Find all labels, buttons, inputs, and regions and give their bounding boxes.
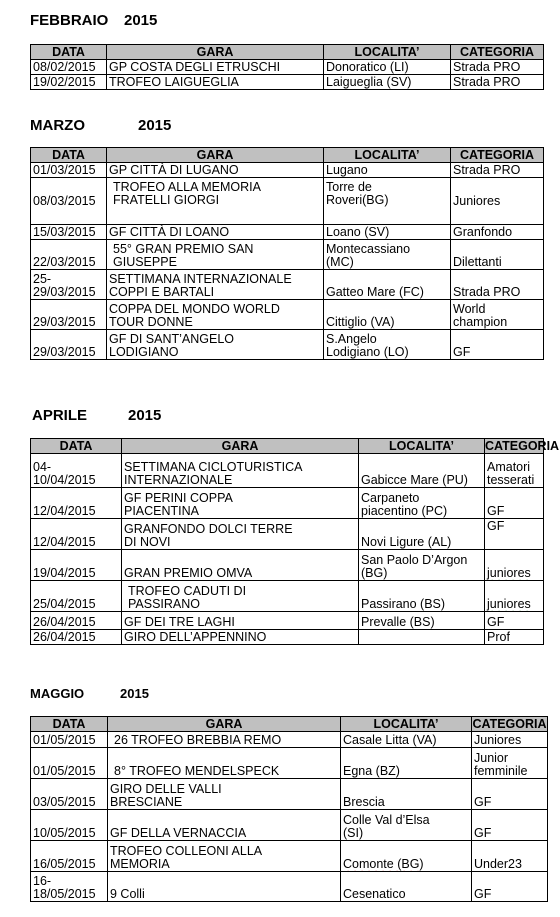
- cell-location: Prevalle (BS): [359, 612, 485, 630]
- cell-category: GF: [472, 810, 548, 841]
- cell-race-text: TROFEO ALLA MEMORIA FRATELLI GIORGI: [113, 180, 261, 207]
- cell-race: 26 TROFEO BREBBIA REMO: [108, 732, 341, 748]
- header-row: [31, 148, 544, 163]
- table-row: [31, 550, 544, 581]
- cell-location: Loano (SV): [324, 225, 451, 240]
- cell-race: [107, 178, 324, 225]
- cell-category: GF: [472, 872, 548, 902]
- header-localita: LOCALITA’: [341, 717, 472, 732]
- header-data: DATA: [31, 148, 107, 163]
- cell-location: [324, 330, 451, 360]
- cell-location: Casale Litta (VA): [341, 732, 472, 748]
- table-row: [31, 75, 544, 90]
- cell-location-text: Comonte (BG): [343, 857, 424, 871]
- cell-category: Strada PRO: [451, 163, 544, 178]
- header-row: [31, 717, 548, 732]
- cell-race-text: SETTIMANA INTERNAZIONALE COPPI E BARTALI: [109, 272, 292, 299]
- cell-race: GP COSTA DEGLI ETRUSCHI: [107, 60, 324, 75]
- cell-date: [31, 454, 122, 488]
- cell-race: [107, 330, 324, 360]
- table-row: [31, 163, 544, 178]
- header-row: [31, 45, 544, 60]
- year-label: 2015: [120, 686, 149, 701]
- cell-race: 8° TROFEO MENDELSPECK: [108, 748, 341, 779]
- cell-location: [341, 810, 472, 841]
- header-data: DATA: [31, 45, 107, 60]
- cell-race: GF DELLA VERNACCIA: [108, 810, 341, 841]
- cell-race: [107, 270, 324, 300]
- cell-category-text: Amatori tesserati: [487, 460, 535, 487]
- table-row: [31, 488, 544, 519]
- cell-date: 19/02/2015: [31, 75, 107, 90]
- cell-category: Dilettanti: [451, 240, 544, 270]
- header-categoria: CATEGORIA: [485, 438, 560, 453]
- cell-location-text: Colle Val d’Elsa (SI): [343, 813, 430, 840]
- cell-category: GF: [451, 330, 544, 360]
- cell-category: GF: [485, 488, 544, 519]
- cell-race-text: 55° GRAN PREMIO SAN GIUSEPPE: [113, 242, 254, 269]
- schedule-table-febbraio: [30, 44, 544, 90]
- cell-location: [324, 240, 451, 270]
- table-row: [31, 330, 544, 360]
- cell-category: Strada PRO: [451, 75, 544, 90]
- cell-location: Brescia: [341, 779, 472, 810]
- cell-race: [122, 581, 359, 612]
- month-label: APRILE: [32, 407, 88, 424]
- cell-date: 15/03/2015: [31, 225, 107, 240]
- cell-category: [451, 300, 544, 330]
- header-gara: GARA: [108, 717, 341, 732]
- cell-date: 01/05/2015: [31, 748, 108, 779]
- cell-category: [485, 519, 544, 550]
- cell-date: 26/04/2015: [31, 612, 122, 630]
- cell-date: 01/03/2015: [31, 163, 107, 178]
- header-categoria: CATEGORIA: [451, 148, 544, 163]
- cell-location-text: Montecassiano (MC): [326, 242, 411, 269]
- cell-date: 29/03/2015: [31, 300, 107, 330]
- cell-race-text: TROFEO CADUTI DI PASSIRANO: [128, 584, 247, 611]
- header-localita: LOCALITA’: [359, 439, 485, 454]
- section-heading-febbraio: [30, 12, 158, 29]
- table-row: [31, 178, 544, 225]
- cell-location: Novi Ligure (AL): [359, 519, 485, 550]
- table-row: [31, 240, 544, 270]
- cell-category-text: Junior femminile: [474, 751, 528, 778]
- cell-date: 29/03/2015: [31, 330, 107, 360]
- table-row: [31, 810, 548, 841]
- cell-date: 12/04/2015: [31, 488, 122, 519]
- section-heading-marzo: [30, 117, 172, 134]
- cell-race: GIRO DELL’APPENNINO: [122, 630, 359, 645]
- cell-location: Egna (BZ): [341, 748, 472, 779]
- cell-date-text: 25- 29/03/2015: [33, 272, 96, 299]
- cell-race: GF CITTÀ DI LOANO: [107, 225, 324, 240]
- header-data: DATA: [31, 439, 122, 454]
- table-row: [31, 779, 548, 810]
- table-row: [31, 581, 544, 612]
- cell-location: Cesenatico: [341, 872, 472, 902]
- table-row: [31, 872, 548, 902]
- cell-race: GF DEI TRE LAGHI: [122, 612, 359, 630]
- cell-race-text: GF PERINI COPPA PIACENTINA: [124, 491, 233, 518]
- table-row: [31, 60, 544, 75]
- cell-category: GF: [472, 779, 548, 810]
- cell-category: Strada PRO: [451, 270, 544, 300]
- table-row: [31, 748, 548, 779]
- cell-location: [359, 630, 485, 645]
- table-row: [31, 454, 544, 488]
- cell-race-text: TROFEO COLLEONI ALLA MEMORIA: [110, 844, 263, 871]
- header-gara: GARA: [107, 148, 324, 163]
- cell-category: Granfondo: [451, 225, 544, 240]
- cell-date: 26/04/2015: [31, 630, 122, 645]
- cell-location: Donoratico (LI): [324, 60, 451, 75]
- cell-location-text: Carpaneto piacentino (PC): [361, 491, 448, 518]
- cell-date: 25/04/2015: [31, 581, 122, 612]
- cell-race: TROFEO LAIGUEGLIA: [107, 75, 324, 90]
- cell-date: 22/03/2015: [31, 240, 107, 270]
- cell-race: [122, 519, 359, 550]
- cell-race: [107, 300, 324, 330]
- cell-race: GP CITTÀ DI LUGANO: [107, 163, 324, 178]
- cell-category: [472, 748, 548, 779]
- section-heading-aprile: [32, 407, 162, 424]
- section-heading-maggio: [30, 686, 149, 701]
- cell-category-text: World champion: [453, 302, 508, 329]
- cell-location: [359, 550, 485, 581]
- header-localita: LOCALITA’: [324, 148, 451, 163]
- cell-location: Gabicce Mare (PU): [359, 454, 485, 488]
- cell-location: [341, 841, 472, 872]
- cell-date: 10/05/2015: [31, 810, 108, 841]
- header-row: [31, 439, 544, 454]
- cell-race-text: GIRO DELLE VALLI BRESCIANE: [110, 782, 222, 809]
- header-gara: GARA: [107, 45, 324, 60]
- cell-location: [359, 488, 485, 519]
- cell-category: Juniores: [472, 732, 548, 748]
- month-label: FEBBRAIO: [30, 12, 109, 29]
- cell-location-text: S.Angelo Lodigiano (LO): [326, 332, 409, 359]
- cell-race-text: COPPA DEL MONDO WORLD TOUR DONNE: [109, 302, 280, 329]
- cell-date: 03/05/2015: [31, 779, 108, 810]
- cell-category: [485, 550, 544, 581]
- year-label: 2015: [138, 117, 172, 134]
- cell-category-text: juniores: [487, 597, 531, 611]
- cell-location-text: San Paolo D’Argon (BG): [361, 553, 468, 580]
- table-row: [31, 630, 544, 645]
- cell-location: Gatteo Mare (FC): [324, 270, 451, 300]
- year-label: 2015: [128, 407, 162, 424]
- month-label: MAGGIO: [30, 686, 85, 701]
- cell-location: Laigueglia (SV): [324, 75, 451, 90]
- header-localita: LOCALITA’: [324, 45, 451, 60]
- cell-date: 08/03/2015: [31, 178, 107, 225]
- cell-category: Juniores: [451, 178, 544, 225]
- year-label: 2015: [124, 12, 158, 29]
- table-row: [31, 732, 548, 748]
- cell-category: [485, 581, 544, 612]
- table-row: [31, 519, 544, 550]
- cell-date: 08/02/2015: [31, 60, 107, 75]
- cell-race: [108, 779, 341, 810]
- cell-race-text: GF DI SANT’ANGELO LODIGIANO: [109, 332, 235, 359]
- header-data: DATA: [31, 717, 108, 732]
- cell-date: 16/05/2015: [31, 841, 108, 872]
- cell-race: [108, 841, 341, 872]
- cell-location: Lugano: [324, 163, 451, 178]
- cell-date: 12/04/2015: [31, 519, 122, 550]
- cell-race-text: SETTIMANA CICLOTURISTICA INTERNAZIONALE: [124, 460, 303, 487]
- cell-race: GRAN PREMIO OMVA: [122, 550, 359, 581]
- cell-category-text: juniores: [487, 566, 531, 580]
- schedule-table-maggio: [30, 716, 548, 902]
- cell-date: [31, 270, 107, 300]
- month-label: MARZO: [30, 117, 85, 134]
- cell-date: 01/05/2015: [31, 732, 108, 748]
- cell-location: [324, 178, 451, 225]
- table-row: [31, 300, 544, 330]
- table-row: [31, 612, 544, 630]
- cell-race-text: GRANFONDO DOLCI TERRE DI NOVI: [124, 522, 293, 549]
- header-categoria: CATEGORIA: [451, 45, 544, 60]
- header-categoria: CATEGORIA: [472, 716, 547, 731]
- table-row: [31, 270, 544, 300]
- table-row: [31, 225, 544, 240]
- cell-location: Passirano (BS): [359, 581, 485, 612]
- cell-race: 9 Colli: [108, 872, 341, 902]
- cell-location: Cittiglio (VA): [324, 300, 451, 330]
- cell-category: [485, 454, 544, 488]
- schedule-table-marzo: [30, 147, 544, 360]
- cell-date: 19/04/2015: [31, 550, 122, 581]
- cell-date-text: 16- 18/05/2015: [33, 874, 96, 901]
- cell-category: Under23: [472, 841, 548, 872]
- table-row: [31, 841, 548, 872]
- header-gara: GARA: [122, 439, 359, 454]
- cell-race: [122, 488, 359, 519]
- cell-category: Prof: [485, 630, 544, 645]
- cell-date-text: 04- 10/04/2015: [33, 460, 96, 487]
- cell-race: [107, 240, 324, 270]
- cell-category: Strada PRO: [451, 60, 544, 75]
- cell-location-text: Torre de Roveri(BG): [326, 180, 389, 207]
- cell-date: [31, 872, 108, 902]
- cell-race: [122, 454, 359, 488]
- cell-category-text: GF: [487, 519, 505, 533]
- schedule-table-aprile: [30, 438, 560, 645]
- cell-category: GF: [485, 612, 544, 630]
